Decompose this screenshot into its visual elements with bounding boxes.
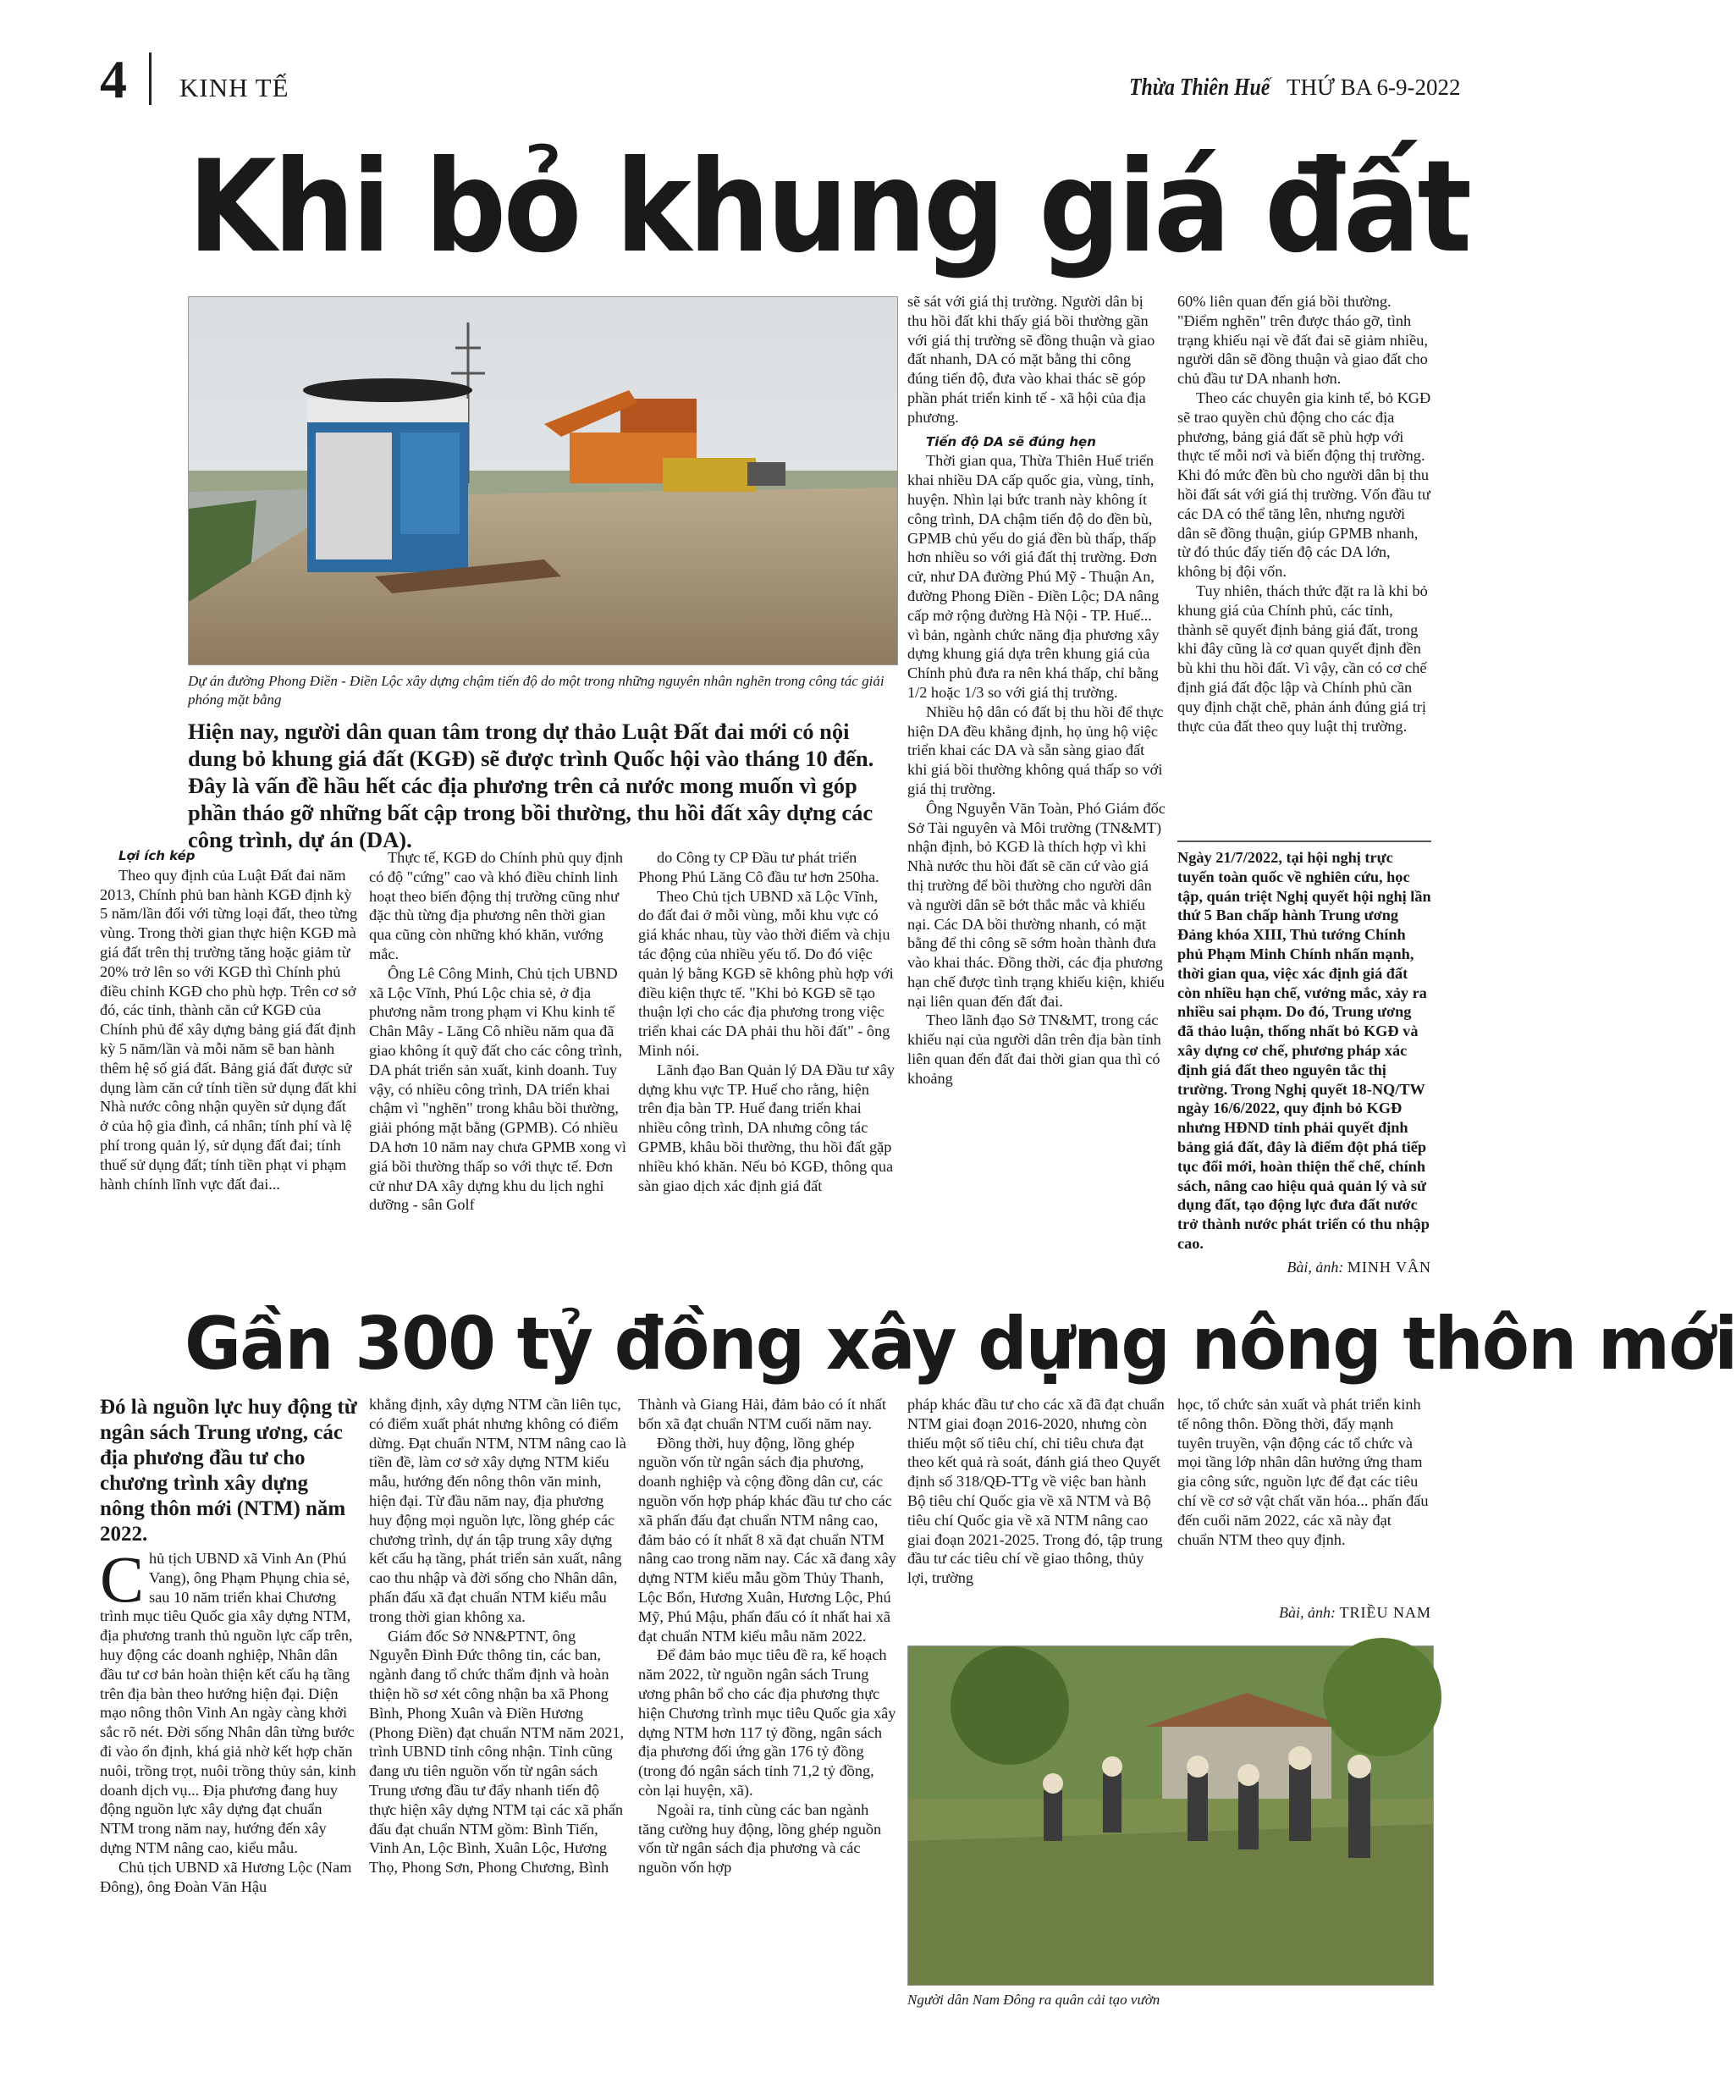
newspaper-name: Thừa Thiên Huế <box>1129 74 1270 101</box>
paragraph: sẽ sát với giá thị trường. Người dân bị thu hồi đất khi thấy giá bồi thường gần với giá thị trường sẽ đồng thuận và giao đất nhanh, DA có mặt bằng thi công đúng tiến độ, đưa vào khai thác sẽ góp phần phát triển kinh tế - xã hội của địa phương. <box>907 293 1155 426</box>
paragraph: Ông Nguyễn Văn Toàn, Phó Giám đốc Sở Tài nguyên và Môi trường (TN&MT) nhận định, bỏ KGĐ là thích hợp vì khi Nhà nước thu hồi đất sẽ căn cứ vào giá thị trường để bồi thường cho người dân và người dân sẽ bớt thắc mắc và khiếu nại. Các DA bồi thường nhanh, có mặt bằng để thi công sẽ sớm hoàn thành đưa vào khai thác. Đồng thời, các địa phương hạn chế được tình trạng khiếu kiện, khiếu nại liên quan đến đất đai. <box>907 799 1166 1010</box>
article1-lead: Hiện nay, người dân quan tâm trong dự thảo Luật Đất đai mới có nội dung bỏ khung giá đất (KGĐ) sẽ được trình Quốc hội vào tháng 10 đến. Đây là vấn đề hầu hết các địa phương trên cả nước mong muốn vì góp phần tháo gỡ những bất cập trong bồi thường, thu hồi đất xây dựng các công trình, dự án (DA). <box>188 719 874 852</box>
article2-column-2 <box>369 1395 627 1877</box>
article2-column-3 <box>638 1395 896 1877</box>
byline-label: Bài, ảnh: <box>1287 1259 1344 1276</box>
paragraph: Theo các chuyên gia kinh tế, bỏ KGĐ sẽ trao quyền chủ động cho các địa phương, bảng giá đất sẽ phù hợp với thực tế mỗi nơi và biến động thị trường. Khi đó mức đền bù cho người dân bị thu hồi đất sát với giá thị trường. Vốn đầu tư các DA có thể tăng lên, nhưng người dân sẽ đồng thuận, giúp GPMB nhanh, từ đó thúc đẩy tiến độ các DA lớn, không bị đội vốn. <box>1177 389 1431 581</box>
paragraph: 60% liên quan đến giá bồi thường. "Điểm nghẽn" trên được tháo gỡ, tình trạng khiếu nại về đất đai sẽ giảm nhiều, người dân sẽ đồng thuận và giao đất cho chủ đầu tư DA nhanh hơn. <box>1177 293 1428 388</box>
paragraph: do Công ty CP Đầu tư phát triển Phong Phú Lăng Cô đầu tư hơn 250ha. <box>638 849 879 885</box>
paragraph-text: hủ tịch UBND xã Vinh An (Phú Vang), ông Phạm Phụng chia sẻ, sau 10 năm triển khai Chương trình mục tiêu Quốc gia xây dựng NTM, địa phương tranh thủ nguồn lực cấp trên, huy động các doanh nghiệp, Nhân dân đầu tư cơ bản hoàn thiện kết cấu hạ tầng trên địa bàn theo hướng hiện đại. Diện mạo nông thôn Vinh An ngày càng khởi sắc rõ nét. Đời sống Nhân dân từng bước đi vào ổn định, khá giả nhờ kết hợp chăn nuôi, trồng trọt, nuôi trồng thủy sản, kinh doanh dịch vụ... Địa phương đang huy động nguồn lực xây dựng đạt chuẩn NTM trong năm nay, hướng đến xây dựng NTM nâng cao, kiểu mẫu. <box>100 1550 356 1856</box>
paragraph: Thành và Giang Hải, đảm bảo có ít nhất bốn xã đạt chuẩn NTM cuối năm nay. <box>638 1396 886 1432</box>
drop-cap: C <box>100 1542 145 1616</box>
paragraph: học, tổ chức sản xuất và phát triển kinh tế nông thôn. Đồng thời, đẩy mạnh tuyên truyền, vận động các tổ chức và mọi tầng lớp nhân dân hưởng ứng tham gia công sức, nguồn lực để đạt các tiêu chí về cơ sở vật chất văn hóa... phấn đấu đến cuối năm 2022, các xã này đạt chuẩn NTM theo quy định. <box>1177 1396 1429 1548</box>
paragraph: Đồng thời, huy động, lồng ghép nguồn vốn từ ngân sách địa phương, doanh nghiệp và cộng đồng dân cư, các nguồn vốn hợp pháp khác đầu tư cho các xã phấn đấu đạt chuẩn NTM nâng cao, đảm bảo có ít nhất 8 xã đạt chuẩn NTM nâng cao trong năm nay. Các xã đang xây dựng NTM kiểu mẫu gồm Thủy Thanh, Lộc Bổn, Hương Xuân, Hương Lộc, Phú Mỹ, Phú Mậu, phấn đấu có ít nhất hai xã đạt chuẩn NTM kiểu mẫu năm 2022. <box>638 1434 896 1645</box>
article2-lead: Đó là nguồn lực huy động từ ngân sách Trung ương, các địa phương đầu tư cho chương trình xây dựng nông thôn mới (NTM) năm 2022. <box>100 1396 357 1546</box>
article1-column-3 <box>638 848 896 1195</box>
box-divider <box>1177 841 1431 842</box>
paragraph <box>100 1542 358 1858</box>
article2-photo <box>907 1645 1434 1986</box>
paragraph: khẳng định, xây dựng NTM cần liên tục, có điểm xuất phát nhưng không có điểm dừng. Đạt chuẩn NTM, NTM nâng cao là tiền đề, làm cơ sở xây dựng NTM kiểu mẫu, hướng đến nông thôn văn minh, hiện đại. Từ đầu năm nay, địa phương huy động mọi nguồn lực, lồng ghép các chương trình, dự án tập trung xây dựng kết cấu hạ tầng, phát triển sản xuất, nâng cao thu nhập và đời sống cho Nhân dân, phấn đấu xã đạt chuẩn NTM kiểu mẫu trong thời gian không xa. <box>369 1396 626 1625</box>
article1-column-2 <box>369 848 627 1215</box>
article2-byline <box>1177 1604 1431 1622</box>
article1-byline <box>1177 1259 1431 1276</box>
section-name: KINH TẾ <box>179 73 289 102</box>
article1-photo-caption: Dự án đường Phong Điền - Điền Lộc xây dựng chậm tiến độ do một trong những nguyên nhân nghẽn trong công tác giải phóng mặt bằng <box>188 673 885 708</box>
article2-column-5 <box>1177 1395 1431 1549</box>
garden-work-image <box>908 1646 1433 1985</box>
paragraph: Lãnh đạo Ban Quản lý DA Đầu tư xây dựng khu vực TP. Huế cho rằng, hiện trên địa bàn TP. Huế đang triển khai nhiều công trình, DA nhưng công tác GPMB, khâu bồi thường, thu hồi đất gặp nhiều khó khăn. Nếu bỏ KGĐ, thông qua sàn giao dịch xác định giá đất <box>638 1061 896 1194</box>
byline-label: Bài, ảnh: <box>1279 1604 1336 1621</box>
subhead-tien-do: Tiến độ DA sẽ đúng hẹn <box>926 433 1096 449</box>
issue-date: THỨ BA 6-9-2022 <box>1287 74 1461 100</box>
page-number: 4 <box>100 49 127 109</box>
article2-column-4 <box>907 1395 1166 1588</box>
byline-author: MINH VÂN <box>1347 1259 1431 1276</box>
article2-headline: Gần 300 tỷ đồng xây dựng nông thôn mới <box>185 1302 1736 1386</box>
paragraph: Chủ tịch UBND xã Hương Lộc (Nam Đông), ông Đoàn Văn Hậu <box>100 1858 352 1895</box>
paragraph: Thời gian qua, Thừa Thiên Huế triển khai nhiều DA cấp quốc gia, vùng, tỉnh, huyện. Nhìn lại bức tranh này không ít công trình, DA chậm tiến độ do đền bù, GPMB chủ yếu do giá đền bù thấp, thấp hơn nhiều so với giá đất thị trường. Đơn cử, như DA đường Phú Mỹ - Thuận An, đường Phong Điền - Điền Lộc; DA nâng cấp mở rộng đường Hà Nội - TP. Huế... vì bản, ngành chức năng địa phương xây dựng khung giá dựa trên khung giá của Chính phủ đưa ra nên khá thấp, chỉ bằng 1/2 hoặc 1/3 so với giá thị trường. <box>907 452 1160 701</box>
article1-headline: Khi bỏ khung giá đất <box>188 134 1469 281</box>
construction-site-image <box>189 297 897 664</box>
article2-column-1 <box>100 1542 358 1896</box>
article1-info-box: Ngày 21/7/2022, tại hội nghị trực tuyến toàn quốc về nghiên cứu, học tập, quán triệt Nghị quyết hội nghị lần thứ 5 Ban chấp hành Trung ương Đảng khóa XIII, Thủ tướng Chính phủ Phạm Minh Chính nhấn mạnh, thời gian qua, việc xác định giá đất còn nhiều hạn chế, vướng mắc, xảy ra nhiều sai phạm. Do đó, Trung ương đã thảo luận, thống nhất bỏ KGĐ và xây dựng cơ chế, phương pháp xác định giá đất theo nguyên tắc thị trường. Trong Nghị quyết 18-NQ/TW ngày 16/6/2022, quy định bỏ KGĐ nhưng HĐND tỉnh phải quyết định bảng giá đất, đây là điểm đột phá tiếp tục đổi mới, hoàn thiện thể chế, chính sách, nâng cao hiệu quả quản lý và sử dụng đất, tạo động lực đưa đất nước trở thành nước phát triển có thu nhập cao. <box>1177 849 1431 1252</box>
subhead-loi-ich-kep: Lợi ích kép <box>118 848 196 863</box>
article1-photo <box>188 296 898 665</box>
paragraph: Theo quy định của Luật Đất đai năm 2013, Chính phủ ban hành KGĐ định kỳ 5 năm/lần đối với từng loại đất, theo từng vùng. Trong thời gian thực hiện KGĐ mà giá đất trên thị trường tăng hoặc giảm từ 20% trở lên so với KGĐ thì Chính phủ điều chỉnh KGĐ cho phù hợp. Trên cơ sở đó, các tỉnh, thành căn cứ KGĐ của Chính phủ để xây dựng bảng giá đất định kỳ 5 năm/lần và mỗi năm sẽ ban hành thêm hệ số giá đất. Bảng giá đất được sử dụng làm căn cứ tính tiền sử dụng đất khi Nhà nước công nhận quyền sử dụng đất ở của hộ gia đình, cá nhân; tính phí và lệ phí trong quản lý, sử dụng đất đai; tính thuế sử dụng đất; tính tiền phạt vi phạm hành chính lĩnh vực đất đai... <box>100 866 358 1193</box>
article1-column-1 <box>100 846 358 1193</box>
paragraph: Thực tế, KGĐ do Chính phủ quy định có độ "cứng" cao và khó điều chỉnh linh hoạt theo biến động thị trường cũng như đặc thù từng địa phương nên thời gian qua cũng còn những khó khăn, vướng mắc. <box>369 849 624 962</box>
paragraph: pháp khác đầu tư cho các xã đã đạt chuẩn NTM giai đoạn 2016-2020, nhưng còn thiếu một số tiêu chí, chỉ tiêu chưa đạt theo kết quả rà soát, đánh giá theo Quyết định số 318/QĐ-TTg về việc ban hành Bộ tiêu chí Quốc gia về xã NTM và Bộ tiêu chí Quốc gia về xã NTM nâng cao giai đoạn 2021-2025. Trong đó, tập trung đầu tư các tiêu chí về giao thông, thủy lợi, trường <box>907 1396 1165 1587</box>
article2-photo-caption: Người dân Nam Đông ra quân cải tạo vườn <box>907 1992 1160 2008</box>
paragraph: Để đảm bảo mục tiêu đề ra, kế hoạch năm 2022, từ nguồn ngân sách Trung ương phân bổ cho các địa phương thực hiện Chương trình mục tiêu Quốc gia xây dựng NTM hơn 117 tỷ đồng, ngân sách địa phương đối ứng gần 176 tỷ đồng (trong đó ngân sách tỉnh 71,2 tỷ đồng, còn lại huyện, xã). <box>638 1646 896 1799</box>
paragraph: Tuy nhiên, thách thức đặt ra là khi bỏ khung giá của Chính phủ, các tỉnh, thành sẽ quyết định bảng giá đất, trong khi đây cũng là cơ quan quyết định đền bù khi thu hồi đất. Vì vậy, cần có cơ chế định giá đất độc lập và Chính phủ cần quy định chặt chẽ, phản ánh đúng giá trị thực của đất theo quy luật thị trường. <box>1177 581 1428 735</box>
header-divider <box>149 52 152 105</box>
paragraph: Theo Chủ tịch UBND xã Lộc Vĩnh, do đất đai ở mỗi vùng, mỗi khu vực có giá khác nhau, tùy vào thời điểm và chịu tác động của nhiều yếu tố. Do đó việc quản lý bằng KGĐ sẽ không phù hợp với điều kiện thực tế. "Khi bỏ KGĐ sẽ tạo thuận lợi cho các địa phương trong việc triển khai các DA phải thu hồi đất" - ông Minh nói. <box>638 887 894 1059</box>
article1-column-4 <box>907 292 1166 1089</box>
paragraph: Ngoài ra, tỉnh cùng các ban ngành tăng cường huy động, lồng ghép nguồn vốn từ ngân sách địa phương và các nguồn vốn hợp <box>638 1800 882 1877</box>
paragraph: Giám đốc Sở NN&PTNT, ông Nguyễn Đình Đức thông tin, các ban, ngành đang tổ chức thẩm định và hoàn thiện hồ sơ xét công nhận ba xã Phong Bình, Phong Xuân và Điền Hương (Phong Điền) đạt chuẩn NTM năm 2021, trình UBND tỉnh công nhận. Tỉnh cũng đang ưu tiên nguồn vốn từ ngân sách Trung ương đầu tư đẩy nhanh tiến độ thực hiện xây dựng NTM tại các xã phấn đấu đạt chuẩn NTM gồm: Bình Tiến, Vinh An, Lộc Bình, Xuân Lộc, Hương Thọ, Phong Sơn, Phong Chương, Bình <box>369 1627 625 1877</box>
paragraph: Ông Lê Công Minh, Chủ tịch UBND xã Lộc Vĩnh, Phú Lộc chia sẻ, ở địa phương nằm trong phạm vi Khu kinh tế Chân Mây - Lăng Cô nhiều năm qua đã giao không ít quỹ đất cho các công trình, DA phát triển sản xuất, kinh doanh. Tuy vậy, có nhiều công trình, DA triển khai chậm vì "nghẽn" trong khâu bồi thường, giải phóng mặt bằng (GPMB). Có nhiều DA hơn 10 năm nay chưa GPMB xong vì giá bồi thường thấp so với thực tế. Đơn cử như DA xây dựng khu du lịch nghỉ dưỡng - sân Golf <box>369 964 626 1214</box>
paragraph: Theo lãnh đạo Sở TN&MT, trong các khiếu nại của người dân trên địa bàn tỉnh liên quan đến đất đai thời gian qua thì có khoảng <box>907 1011 1161 1087</box>
byline-author: TRIỀU NAM <box>1339 1604 1431 1621</box>
article1-column-5 <box>1177 292 1431 736</box>
paragraph: Nhiều hộ dân có đất bị thu hồi để thực hiện DA đều khẳng định, họ ủng hộ việc triển khai các DA và sẵn sàng giao đất khi giá bồi thường không quá thấp so với giá thị trường. <box>907 703 1164 797</box>
